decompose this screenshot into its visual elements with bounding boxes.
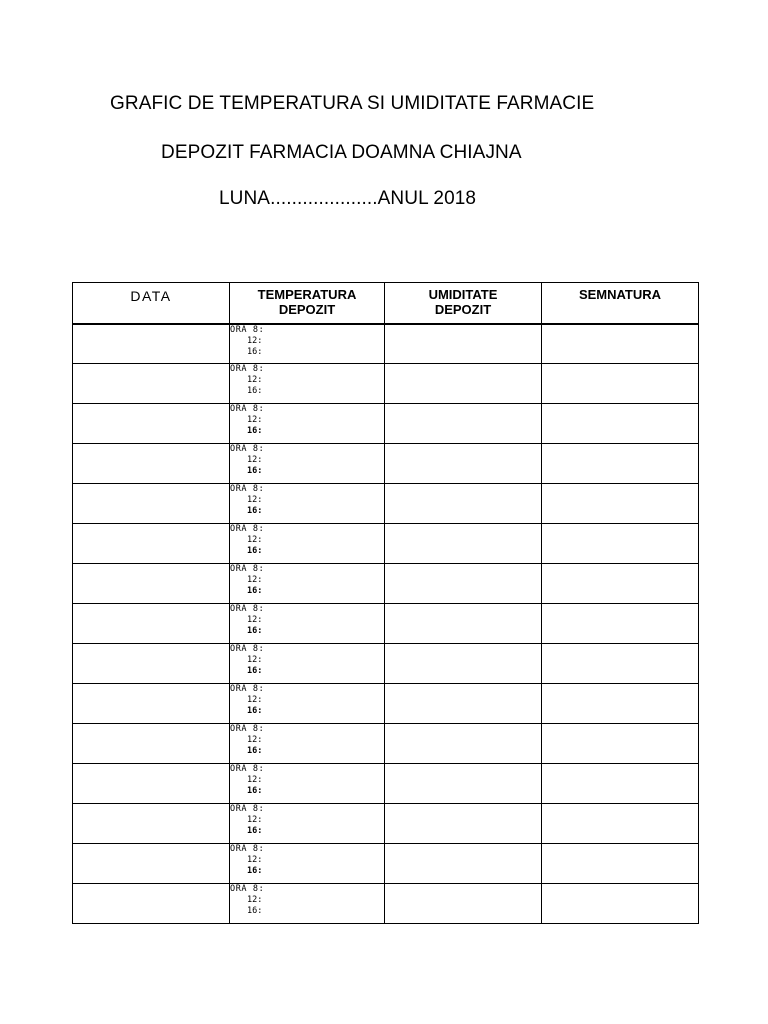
hour-labels	[230, 364, 384, 397]
hour-label-16: 16:	[247, 386, 263, 396]
column-header-semnatura: SEMNATURA	[542, 283, 699, 324]
temperature-humidity-table	[72, 282, 699, 924]
hour-label-12: 12:	[247, 655, 263, 665]
hour-label-8: ORA 8:	[230, 684, 265, 694]
temperatura-cell[interactable]	[230, 484, 385, 524]
hour-label-8: ORA 8:	[230, 724, 265, 734]
data-cell[interactable]	[73, 364, 230, 404]
hour-label-8: ORA 8:	[230, 764, 265, 774]
hour-label-16: 16:	[247, 906, 263, 916]
hour-label-8: ORA 8:	[230, 644, 265, 654]
hour-labels	[230, 524, 384, 557]
data-cell[interactable]	[73, 444, 230, 484]
umiditate-cell[interactable]	[385, 324, 542, 364]
data-cell[interactable]	[73, 604, 230, 644]
table-row	[73, 444, 699, 484]
hour-label-12: 12:	[247, 775, 263, 785]
semnatura-cell[interactable]	[542, 564, 699, 604]
temperatura-cell[interactable]	[230, 724, 385, 764]
hour-label-16: 16:	[247, 426, 263, 436]
table-row	[73, 324, 699, 364]
temperatura-cell[interactable]	[230, 524, 385, 564]
hour-label-8: ORA 8:	[230, 404, 265, 414]
hour-label-12: 12:	[247, 815, 263, 825]
hour-label-16: 16:	[247, 666, 263, 676]
hour-labels	[230, 444, 384, 477]
hour-label-8: ORA 8:	[230, 524, 265, 534]
hour-label-12: 12:	[247, 615, 263, 625]
data-cell[interactable]	[73, 644, 230, 684]
temperatura-cell[interactable]	[230, 804, 385, 844]
data-cell[interactable]	[73, 324, 230, 364]
data-cell[interactable]	[73, 684, 230, 724]
semnatura-cell[interactable]	[542, 684, 699, 724]
title-line-2: DEPOZIT FARMACIA DOAMNA CHIAJNA	[161, 142, 522, 163]
temperatura-cell[interactable]	[230, 684, 385, 724]
semnatura-cell[interactable]	[542, 724, 699, 764]
hour-labels	[230, 724, 384, 757]
hour-label-12: 12:	[247, 415, 263, 425]
hour-labels	[230, 325, 384, 358]
hour-label-16: 16:	[247, 506, 263, 516]
temperatura-cell[interactable]	[230, 604, 385, 644]
hour-label-12: 12:	[247, 575, 263, 585]
hour-label-12: 12:	[247, 495, 263, 505]
hour-labels	[230, 884, 384, 917]
hour-label-8: ORA 8:	[230, 844, 265, 854]
hour-labels	[230, 604, 384, 637]
umiditate-cell[interactable]	[385, 364, 542, 404]
semnatura-cell[interactable]	[542, 364, 699, 404]
table-row	[73, 364, 699, 404]
hour-label-8: ORA 8:	[230, 604, 265, 614]
table-row	[73, 604, 699, 644]
hour-label-16: 16:	[247, 786, 263, 796]
temperatura-cell[interactable]	[230, 324, 385, 364]
hour-label-16: 16:	[247, 746, 263, 756]
hour-label-12: 12:	[247, 375, 263, 385]
hour-label-8: ORA 8:	[230, 884, 265, 894]
umiditate-cell[interactable]	[385, 604, 542, 644]
hour-label-8: ORA 8:	[230, 564, 265, 574]
hour-labels	[230, 644, 384, 677]
hour-labels	[230, 684, 384, 717]
semnatura-cell[interactable]	[542, 604, 699, 644]
temperatura-cell[interactable]	[230, 404, 385, 444]
table-row	[73, 564, 699, 604]
table-row	[73, 484, 699, 524]
semnatura-cell[interactable]	[542, 804, 699, 844]
data-cell[interactable]	[73, 524, 230, 564]
hour-labels	[230, 764, 384, 797]
data-cell[interactable]	[73, 804, 230, 844]
hour-label-12: 12:	[247, 855, 263, 865]
table-header-row	[73, 283, 699, 324]
table-row	[73, 764, 699, 804]
semnatura-cell[interactable]	[542, 884, 699, 924]
umiditate-cell[interactable]	[385, 684, 542, 724]
column-header-temperatura: TEMPERATURA DEPOZIT	[230, 283, 385, 324]
temperatura-cell[interactable]	[230, 884, 385, 924]
umiditate-cell[interactable]	[385, 844, 542, 884]
temperatura-cell[interactable]	[230, 764, 385, 804]
semnatura-cell[interactable]	[542, 324, 699, 364]
data-cell[interactable]	[73, 844, 230, 884]
semnatura-cell[interactable]	[542, 764, 699, 804]
month-year-line: LUNA....................ANUL 2018	[219, 188, 477, 209]
umiditate-cell[interactable]	[385, 724, 542, 764]
temperatura-cell[interactable]	[230, 844, 385, 884]
hour-label-8: ORA 8:	[230, 804, 265, 814]
hour-label-8: ORA 8:	[230, 484, 265, 494]
data-cell[interactable]	[73, 724, 230, 764]
hour-label-16: 16:	[247, 346, 263, 357]
umiditate-cell[interactable]	[385, 484, 542, 524]
data-cell[interactable]	[73, 764, 230, 804]
hour-labels	[230, 564, 384, 597]
hour-label-16: 16:	[247, 466, 263, 476]
umiditate-cell[interactable]	[385, 804, 542, 844]
umiditate-cell[interactable]	[385, 444, 542, 484]
temperatura-cell[interactable]	[230, 564, 385, 604]
data-cell[interactable]	[73, 484, 230, 524]
temperatura-cell[interactable]	[230, 444, 385, 484]
data-cell[interactable]	[73, 404, 230, 444]
umiditate-cell[interactable]	[385, 764, 542, 804]
table-row	[73, 404, 699, 444]
semnatura-cell[interactable]	[542, 444, 699, 484]
hour-label-8: ORA 8:	[230, 444, 265, 454]
temperatura-cell[interactable]	[230, 364, 385, 404]
hour-labels	[230, 844, 384, 877]
hour-labels	[230, 804, 384, 837]
title-line-1: GRAFIC DE TEMPERATURA SI UMIDITATE FARMACIE	[110, 93, 595, 114]
column-header-data: DATA	[73, 283, 230, 324]
hour-label-16: 16:	[247, 826, 263, 836]
hour-label-12: 12:	[247, 455, 263, 465]
hour-label-12: 12:	[247, 895, 263, 905]
column-header-umiditate: UMIDITATE DEPOZIT	[385, 283, 542, 324]
hour-labels	[230, 484, 384, 517]
semnatura-cell[interactable]	[542, 404, 699, 444]
data-cell[interactable]	[73, 884, 230, 924]
hour-labels	[230, 404, 384, 437]
table-row	[73, 804, 699, 844]
table-row	[73, 684, 699, 724]
hour-label-16: 16:	[247, 586, 263, 596]
hour-label-16: 16:	[247, 706, 263, 716]
hour-label-16: 16:	[247, 546, 263, 556]
hour-label-16: 16:	[247, 626, 263, 636]
semnatura-cell[interactable]	[542, 844, 699, 884]
hour-label-12: 12:	[247, 335, 263, 346]
table-row	[73, 844, 699, 884]
umiditate-cell[interactable]	[385, 644, 542, 684]
hour-label-8: ORA 8:	[230, 364, 265, 374]
temperatura-cell[interactable]	[230, 644, 385, 684]
hour-label-12: 12:	[247, 735, 263, 745]
umiditate-cell[interactable]	[385, 884, 542, 924]
data-cell[interactable]	[73, 564, 230, 604]
hour-label-12: 12:	[247, 695, 263, 705]
umiditate-cell[interactable]	[385, 564, 542, 604]
semnatura-cell[interactable]	[542, 644, 699, 684]
hour-label-12: 12:	[247, 535, 263, 545]
hour-label-8: ORA 8:	[230, 324, 265, 335]
semnatura-cell[interactable]	[542, 484, 699, 524]
table-row	[73, 524, 699, 564]
umiditate-cell[interactable]	[385, 404, 542, 444]
semnatura-cell[interactable]	[542, 524, 699, 564]
table-row	[73, 884, 699, 924]
umiditate-cell[interactable]	[385, 524, 542, 564]
hour-label-16: 16:	[247, 866, 263, 876]
table-row	[73, 644, 699, 684]
table-row	[73, 724, 699, 764]
